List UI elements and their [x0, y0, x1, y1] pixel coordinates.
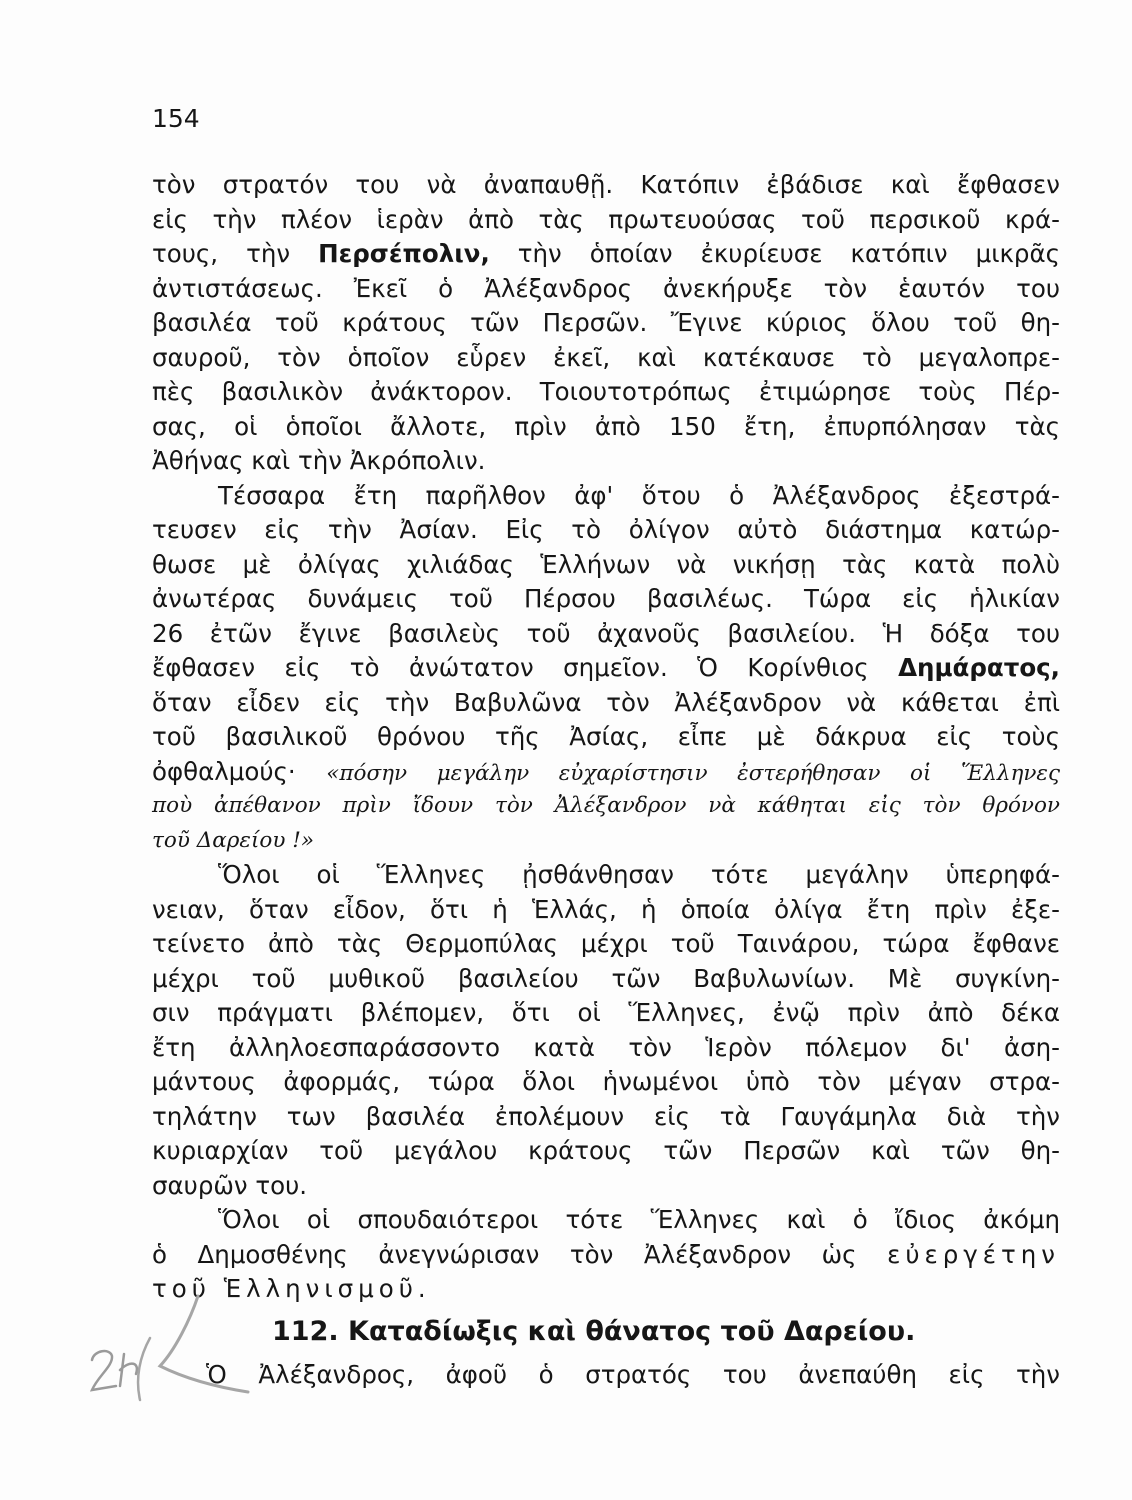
text-line: ἔτη ἀλληλοεσπαράσσοντο κατὰ τὸν Ἱερὸν πόλεμον δι' ἀση-	[152, 1032, 1060, 1062]
text-fragment: τὴν ὁποίαν ἐκυρίευσε κατόπιν μικρᾶς	[489, 239, 1061, 268]
text-fragment: τους, τὴν	[152, 239, 319, 268]
bold-term-persepolis: Περσέπολιν,	[318, 239, 490, 268]
text-line: θωσε μὲ ὀλίγας χιλιάδας Ἑλλήνων νὰ νικήσῃ τὰς κατὰ πολὺ	[152, 549, 1060, 579]
text-line	[152, 237, 1060, 272]
paragraph-4	[152, 1203, 1060, 1307]
text-line: τὸν στρατόν του νὰ ἀναπαυθῇ. Κατόπιν ἐβάδισε καὶ ἔφθασεν	[152, 170, 1060, 199]
text-line: τηλάτην των βασιλέα ἐπολέμουν εἰς τὰ Γαυγάμηλα διὰ τὴν	[152, 1101, 1060, 1131]
body-text	[152, 168, 1060, 1307]
text-line	[152, 651, 1060, 686]
text-line: νειαν, ὅταν εἶδον, ὅτι ἡ Ἑλλάς, ἡ ὁποία ὀλίγα ἔτη πρὶν ἐξε-	[152, 894, 1060, 924]
text-fragment: ἔφθασεν εἰς τὸ ἀνώτατον σημεῖον. Ὁ Κορίνθιος	[152, 653, 899, 682]
quote-fragment: «πόσην μεγάλην εὐχαρίστησιν ἐστερήθησαν οἱ Ἕλληνες	[326, 760, 1060, 786]
text-line	[152, 1238, 1060, 1273]
text-line: τοῦ βασιλικοῦ θρόνου τῆς Ἀσίας, εἶπε μὲ δάκρυα εἰς τοὺς	[152, 722, 1060, 751]
text-line	[152, 755, 1060, 790]
text-line: τευσεν εἰς τὴν Ἀσίαν. Εἰς τὸ ὀλίγον αὐτὸ διάστημα κατώρ-	[152, 515, 1060, 544]
paragraph-2	[152, 479, 1060, 859]
text-line: κυριαρχίαν τοῦ μεγάλου κράτους τῶν Περσῶν καὶ τῶν θη-	[152, 1136, 1060, 1165]
text-line: εἰς τὴν πλέον ἱερὰν ἀπὸ τὰς πρωτευούσας τοῦ περσικοῦ κρά-	[152, 204, 1060, 234]
text-line: Τέσσαρα ἔτη παρῆλθον ἀφ' ὅτου ὁ Ἀλέξανδρος ἐξεστρά-	[218, 480, 1060, 510]
text-line: σαυροῦ, τὸν ὁποῖον εὗρεν ἐκεῖ, καὶ κατέκαυσε τὸ μεγαλοπρε-	[152, 342, 1060, 372]
spaced-term-hellenism: τοῦ Ἑλληνισμοῦ.	[152, 1274, 431, 1303]
text-line: 26 ἐτῶν ἔγινε βασιλεὺς τοῦ ἀχανοῦς βασιλείου. Ἡ δόξα του	[152, 618, 1060, 648]
section-body	[152, 1358, 1060, 1393]
text-line: σας, οἱ ὁποῖοι ἄλλοτε, πρὶν ἀπὸ 150 ἔτη, ἐπυρπόλησαν τὰς	[152, 411, 1060, 441]
text-line: σαυρῶν του.	[152, 1170, 308, 1200]
text-line: ἀνωτέρας δυνάμεις τοῦ Πέρσου βασιλέως. Τώρα εἰς ἡλικίαν	[152, 584, 1060, 613]
text-line: μάντους ἀφορμάς, τώρα ὅλοι ἡνωμένοι ὑπὸ τὸν μέγαν στρα-	[152, 1067, 1060, 1096]
text-fragment: ὀφθαλμούς·	[152, 756, 327, 786]
text-fragment: ὁ Δημοσθένης ἀνεγνώρισαν τὸν Ἀλέξανδρον ὡς	[152, 1239, 888, 1269]
quote-line: ποὺ ἀπέθανον πρὶν ἴδουν τὸν Ἀλέξανδρον νὰ κάθηται εἰς τὸν θρόνον	[152, 793, 1060, 818]
text-line: Ἀθήνας καὶ τὴν Ἀκρόπολιν.	[152, 446, 486, 475]
text-line: σιν πράγματι βλέπομεν, ὅτι οἱ Ἕλληνες, ἐνῷ πρὶν ἀπὸ δέκα	[152, 998, 1060, 1027]
text-line: βασιλέα τοῦ κράτους τῶν Περσῶν. Ἔγινε κύριος ὅλου τοῦ θη-	[152, 308, 1060, 337]
pencil-annotation-icon	[80, 1290, 280, 1420]
text-line: ἀντιστάσεως. Ἐκεῖ ὁ Ἀλέξανδρος ἀνεκήρυξε τὸν ἑαυτόν του	[152, 273, 1060, 303]
quote-line: τοῦ Δαρείου !»	[152, 827, 315, 853]
text-line: ὅταν εἶδεν εἰς τὴν Βαβυλῶνα τὸν Ἀλέξανδρον νὰ κάθεται ἐπὶ	[152, 687, 1060, 717]
section-heading: 112. Καταδίωξις καὶ θάνατος τοῦ Δαρείου.	[272, 1316, 916, 1347]
paragraph-3	[152, 858, 1060, 1203]
page-number: 154	[152, 104, 200, 133]
text-line: μέχρι τοῦ μυθικοῦ βασιλείου τῶν Βαβυλωνίων. Μὲ συγκίνη-	[152, 963, 1060, 993]
text-line: Ὁ Ἀλέξανδρος, ἀφοῦ ὁ στρατός του ἀνεπαύθη εἰς τὴν	[206, 1360, 1060, 1389]
paragraph-1	[152, 168, 1060, 479]
text-line: Ὅλοι οἱ σπουδαιότεροι τότε Ἕλληνες καὶ ὁ ἴδιος ἀκόμη	[218, 1205, 1060, 1234]
bold-term-demaratos: Δημάρατος,	[898, 653, 1060, 682]
text-line: τείνετο ἀπὸ τὰς Θερμοπύλας μέχρι τοῦ Ταινάρου, τώρα ἔφθανε	[152, 929, 1060, 958]
text-line: Ὅλοι οἱ Ἕλληνες ᾐσθάνθησαν τότε μεγάλην ὑπερηφά-	[218, 860, 1060, 889]
text-line: πὲς βασιλικὸν ἀνάκτορον. Τοιουτοτρόπως ἐτιμώρησε τοὺς Πέρ-	[152, 377, 1060, 406]
spaced-term-benefactor: εὐεργέτην	[887, 1239, 1060, 1269]
